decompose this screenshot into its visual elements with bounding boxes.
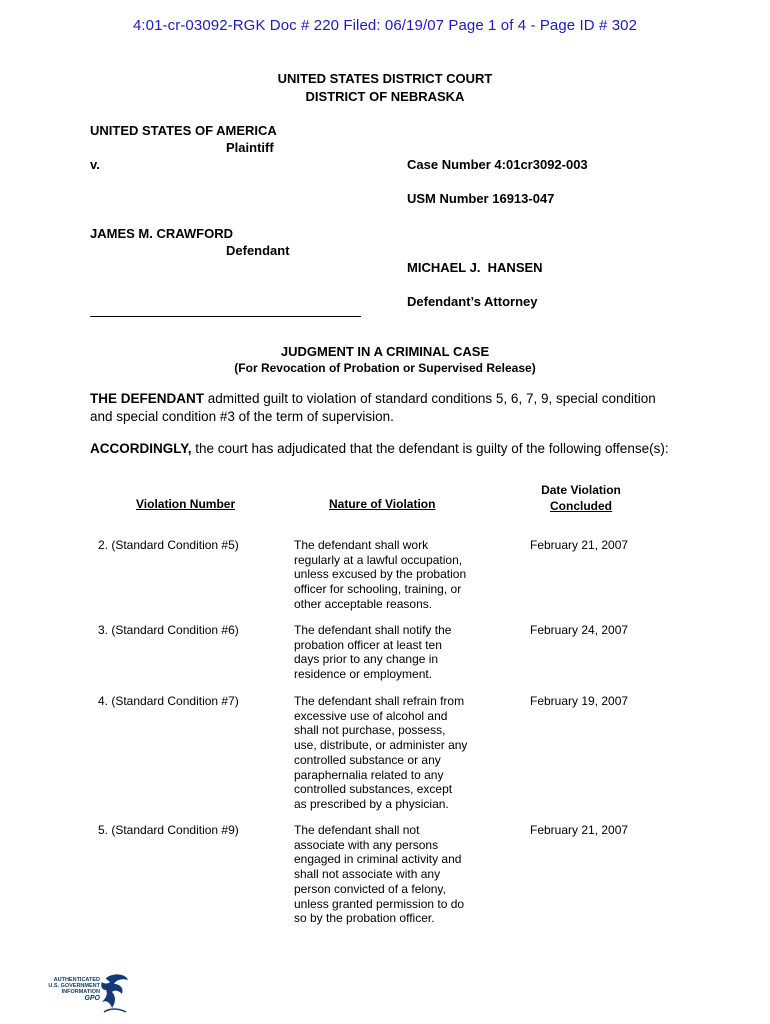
versus-label: v. bbox=[90, 157, 100, 172]
defendant-paragraph bbox=[90, 390, 690, 426]
nature-line: associate with any persons bbox=[294, 837, 439, 852]
header-date bbox=[520, 482, 642, 514]
accordingly-lead: ACCORDINGLY, bbox=[90, 441, 192, 456]
case-number: Case Number 4:01cr3092-003 bbox=[407, 157, 588, 172]
plaintiff-name: UNITED STATES OF AMERICA bbox=[90, 123, 277, 138]
document-header: 4:01-cr-03092-RGK Doc # 220 Filed: 06/19/07 Page 1 of 4 - Page ID # 302 bbox=[132, 17, 638, 34]
nature-line: engaged in criminal activity and bbox=[294, 852, 462, 867]
nature-line: officer for schooling, training, or bbox=[294, 582, 462, 597]
court-heading bbox=[0, 70, 770, 106]
row-violation-number: 4. (Standard Condition #7) bbox=[98, 694, 239, 708]
nature-line: other acceptable reasons. bbox=[294, 596, 433, 611]
nature-line: probation officer at least ten bbox=[294, 637, 442, 652]
nature-line: use, distribute, or administer any bbox=[294, 738, 468, 753]
usm-number: USM Number 16913-047 bbox=[407, 191, 555, 206]
nature-line: The defendant shall refrain from bbox=[294, 694, 465, 708]
row-nature bbox=[294, 538, 504, 612]
nature-line: so by the probation officer. bbox=[294, 911, 435, 926]
accordingly-paragraph bbox=[90, 440, 710, 458]
seal-line: U.S. GOVERNMENT bbox=[48, 983, 100, 989]
nature-line: The defendant shall not bbox=[294, 823, 420, 837]
row-violation-number: 5. (Standard Condition #9) bbox=[98, 823, 239, 837]
seal-line: INFORMATION bbox=[61, 989, 100, 995]
nature-line: regularly at a lawful occupation, bbox=[294, 552, 463, 567]
row-date: February 19, 2007 bbox=[530, 694, 629, 708]
defendant-role: Defendant bbox=[226, 243, 290, 258]
nature-line: The defendant shall notify the bbox=[294, 623, 452, 637]
plaintiff-role: Plaintiff bbox=[226, 140, 274, 155]
judgment-subtitle: (For Revocation of Probation or Supervised Release) bbox=[234, 361, 536, 375]
court-name: UNITED STATES DISTRICT COURT bbox=[277, 71, 493, 86]
court-district: DISTRICT OF NEBRASKA bbox=[305, 89, 465, 104]
nature-line: excessive use of alcohol and bbox=[294, 708, 448, 723]
row-nature bbox=[294, 694, 504, 812]
seal-text bbox=[42, 977, 100, 1002]
seal-line: AUTHENTICATED bbox=[53, 977, 100, 983]
header-date-line1: Date Violation bbox=[541, 483, 621, 497]
row-nature bbox=[294, 623, 504, 682]
separator-line bbox=[90, 316, 361, 317]
nature-line: residence or employment. bbox=[294, 667, 433, 682]
header-nature: Nature of Violation bbox=[329, 497, 436, 511]
row-date: February 24, 2007 bbox=[530, 623, 629, 637]
defendant-lead: THE DEFENDANT bbox=[90, 391, 204, 406]
row-violation-number: 3. (Standard Condition #6) bbox=[98, 623, 239, 637]
attorney-name: MICHAEL J. HANSEN bbox=[407, 260, 543, 275]
nature-line: shall not purchase, possess, bbox=[294, 723, 446, 738]
nature-line: person convicted of a felony, bbox=[294, 881, 446, 896]
row-violation-number: 2. (Standard Condition #5) bbox=[98, 538, 239, 552]
attorney-role: Defendant’s Attorney bbox=[407, 294, 538, 309]
eagle-icon bbox=[98, 972, 130, 1016]
nature-line: unless granted permission to do bbox=[294, 896, 465, 911]
defendant-name: JAMES M. CRAWFORD bbox=[90, 226, 233, 241]
row-date: February 21, 2007 bbox=[530, 823, 629, 837]
row-nature bbox=[294, 823, 504, 926]
nature-line: controlled substances, except bbox=[294, 782, 453, 797]
seal-line: GPO bbox=[84, 995, 100, 1002]
header-violation-number: Violation Number bbox=[136, 497, 236, 511]
nature-line: The defendant shall work bbox=[294, 538, 429, 552]
nature-line: controlled substance or any bbox=[294, 752, 441, 767]
header-date-line2: Concluded bbox=[550, 499, 612, 513]
accordingly-text: the court has adjudicated that the defendant is guilty of the following offense(s): bbox=[191, 441, 669, 456]
nature-line: paraphernalia related to any bbox=[294, 767, 444, 782]
judgment-title: JUDGMENT IN A CRIMINAL CASE bbox=[280, 344, 490, 359]
nature-line: shall not associate with any bbox=[294, 867, 441, 882]
defendant-text-line2: and special condition #3 of the term of supervision. bbox=[90, 409, 394, 424]
nature-line: unless excused by the probation bbox=[294, 567, 467, 582]
defendant-text-line1: admitted guilt to violation of standard conditions 5, 6, 7, 9, special condition bbox=[204, 391, 656, 406]
row-date: February 21, 2007 bbox=[530, 538, 629, 552]
gpo-authentication-seal bbox=[42, 972, 132, 1018]
nature-line: days prior to any change in bbox=[294, 652, 439, 667]
nature-line: as prescribed by a physician. bbox=[294, 796, 449, 811]
